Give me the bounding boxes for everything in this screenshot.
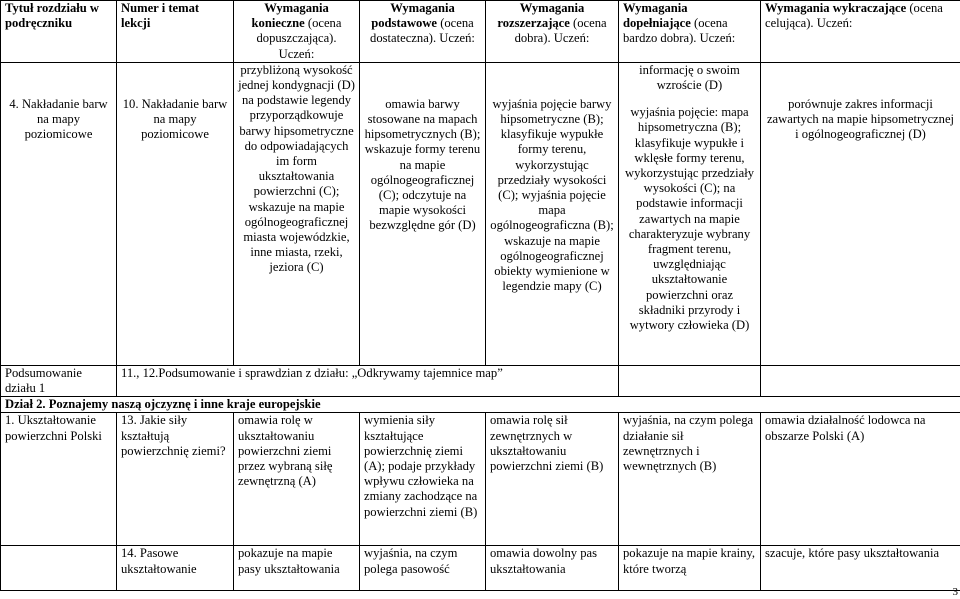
header-req4: Wymagania dopełniające (ocena bardzo dobra). Uczeń: bbox=[619, 1, 761, 63]
summary-empty-cell bbox=[619, 365, 761, 396]
summary-title-cell: Podsumowanie działu 1 bbox=[1, 365, 117, 396]
section-heading: Dział 2. Poznajemy naszą ojczyznę i inne kraje europejskie bbox=[1, 397, 960, 413]
chapter-title-cell: 4. Nakładanie barw na mapy poziomicowe bbox=[1, 62, 117, 365]
table-row bbox=[1, 413, 960, 546]
header-title: Tytuł rozdziału w podręczniku bbox=[1, 1, 117, 63]
lesson-cell: 14. Pasowe ukształtowanie bbox=[117, 546, 234, 591]
req5-cell: omawia działalność lodowca na obszarze Polski (A) bbox=[761, 413, 960, 546]
req5-cell: porównuje zakres informacji zawartych na mapie hipsometrycznej i ogólnogeograficznej (D) bbox=[761, 62, 960, 365]
table-row bbox=[1, 546, 960, 591]
req2-cell: omawia barwy stosowane na mapach hipsometrycznych (B); wskazuje formy terenu na mapie ogólnogeograficznej (C); odczytuje na mapie wysokości bezwzględne gór (D) bbox=[360, 62, 486, 365]
header-req5: Wymagania wykraczające (ocena celująca). Uczeń: bbox=[761, 1, 960, 63]
req2-cell: wyjaśnia, na czym polega pasowość bbox=[360, 546, 486, 591]
header-row bbox=[1, 1, 960, 63]
req4-cell: wyjaśnia, na czym polega działanie sił zewnętrznych i wewnętrznych (B) bbox=[619, 413, 761, 546]
summary-empty-cell bbox=[761, 365, 960, 396]
req4-cell: informację o swoim wzroście (D) wyjaśnia pojęcie: mapa hipsometryczna (B); klasyfikuje wypukłe i wklęsłe formy terenu, wykorzystując przedziały wysokości (C); na podstawie informacji zawartych na mapie charakteryzuje wybrany fragment terenu, uwzględniając ukształtowanie powierzchni oraz składniki przyrody i wytwory człowieka (D) bbox=[619, 62, 761, 365]
summary-text-cell: 11., 12.Podsumowanie i sprawdzian z działu: „Odkrywamy tajemnice map” bbox=[117, 365, 619, 396]
req1-cell: omawia rolę w ukształtowaniu powierzchni ziemi przez wybraną siłę zewnętrzną (A) bbox=[234, 413, 360, 546]
header-req3: Wymagania rozszerzające (ocena dobra). Uczeń: bbox=[486, 1, 619, 63]
req3-cell: omawia rolę sił zewnętrznych w ukształtowaniu powierzchni ziemi (B) bbox=[486, 413, 619, 546]
req3-cell: omawia dowolny pas ukształtowania bbox=[486, 546, 619, 591]
req2-cell: wymienia siły kształtujące powierzchnię ziemi (A); podaje przykłady wpływu człowieka na zmiany zachodzące na powierzchni ziemi (B) bbox=[360, 413, 486, 546]
page-number: 3 bbox=[952, 586, 958, 598]
chapter-title-cell: 1. Ukształtowanie powierzchni Polski bbox=[1, 413, 117, 546]
req3-cell: wyjaśnia pojęcie barwy hipsometryczne (B); klasyfikuje wypukłe formy terenu, wykorzystując przedziały wysokości (C); wyjaśnia pojęcie mapa ogólnogeograficzna (B); wskazuje na mapie ogólnogeograficznej obiekty wymienione w legendzie mapy (C) bbox=[486, 62, 619, 365]
header-req2: Wymagania podstawowe (ocena dostateczna). Uczeń: bbox=[360, 1, 486, 63]
header-req1: Wymagania konieczne (ocena dopuszczająca). Uczeń: bbox=[234, 1, 360, 63]
req4-cell: pokazuje na mapie krainy, które tworzą bbox=[619, 546, 761, 591]
lesson-cell: 13. Jakie siły kształtują powierzchnię ziemi? bbox=[117, 413, 234, 546]
req1-cell: przybliżoną wysokość jednej kondygnacji (D) na podstawie legendy przyporządkowuje barwy hipsometryczne do odpowiadających im form ukształtowania powierzchni (C); wskazuje na mapie ogólnogeograficznej miasta wojewódzkie, inne miasta, rzeki, jeziora (C) bbox=[234, 62, 360, 365]
section-row bbox=[1, 397, 960, 413]
req5-cell: szacuje, które pasy ukształtowania bbox=[761, 546, 960, 591]
header-lesson: Numer i temat lekcji bbox=[117, 1, 234, 63]
req1-cell: pokazuje na mapie pasy ukształtowania bbox=[234, 546, 360, 591]
table-row bbox=[1, 62, 960, 365]
lesson-cell: 10. Nakładanie barw na mapy poziomicowe bbox=[117, 62, 234, 365]
table-row bbox=[1, 365, 960, 396]
chapter-title-cell bbox=[1, 546, 117, 591]
